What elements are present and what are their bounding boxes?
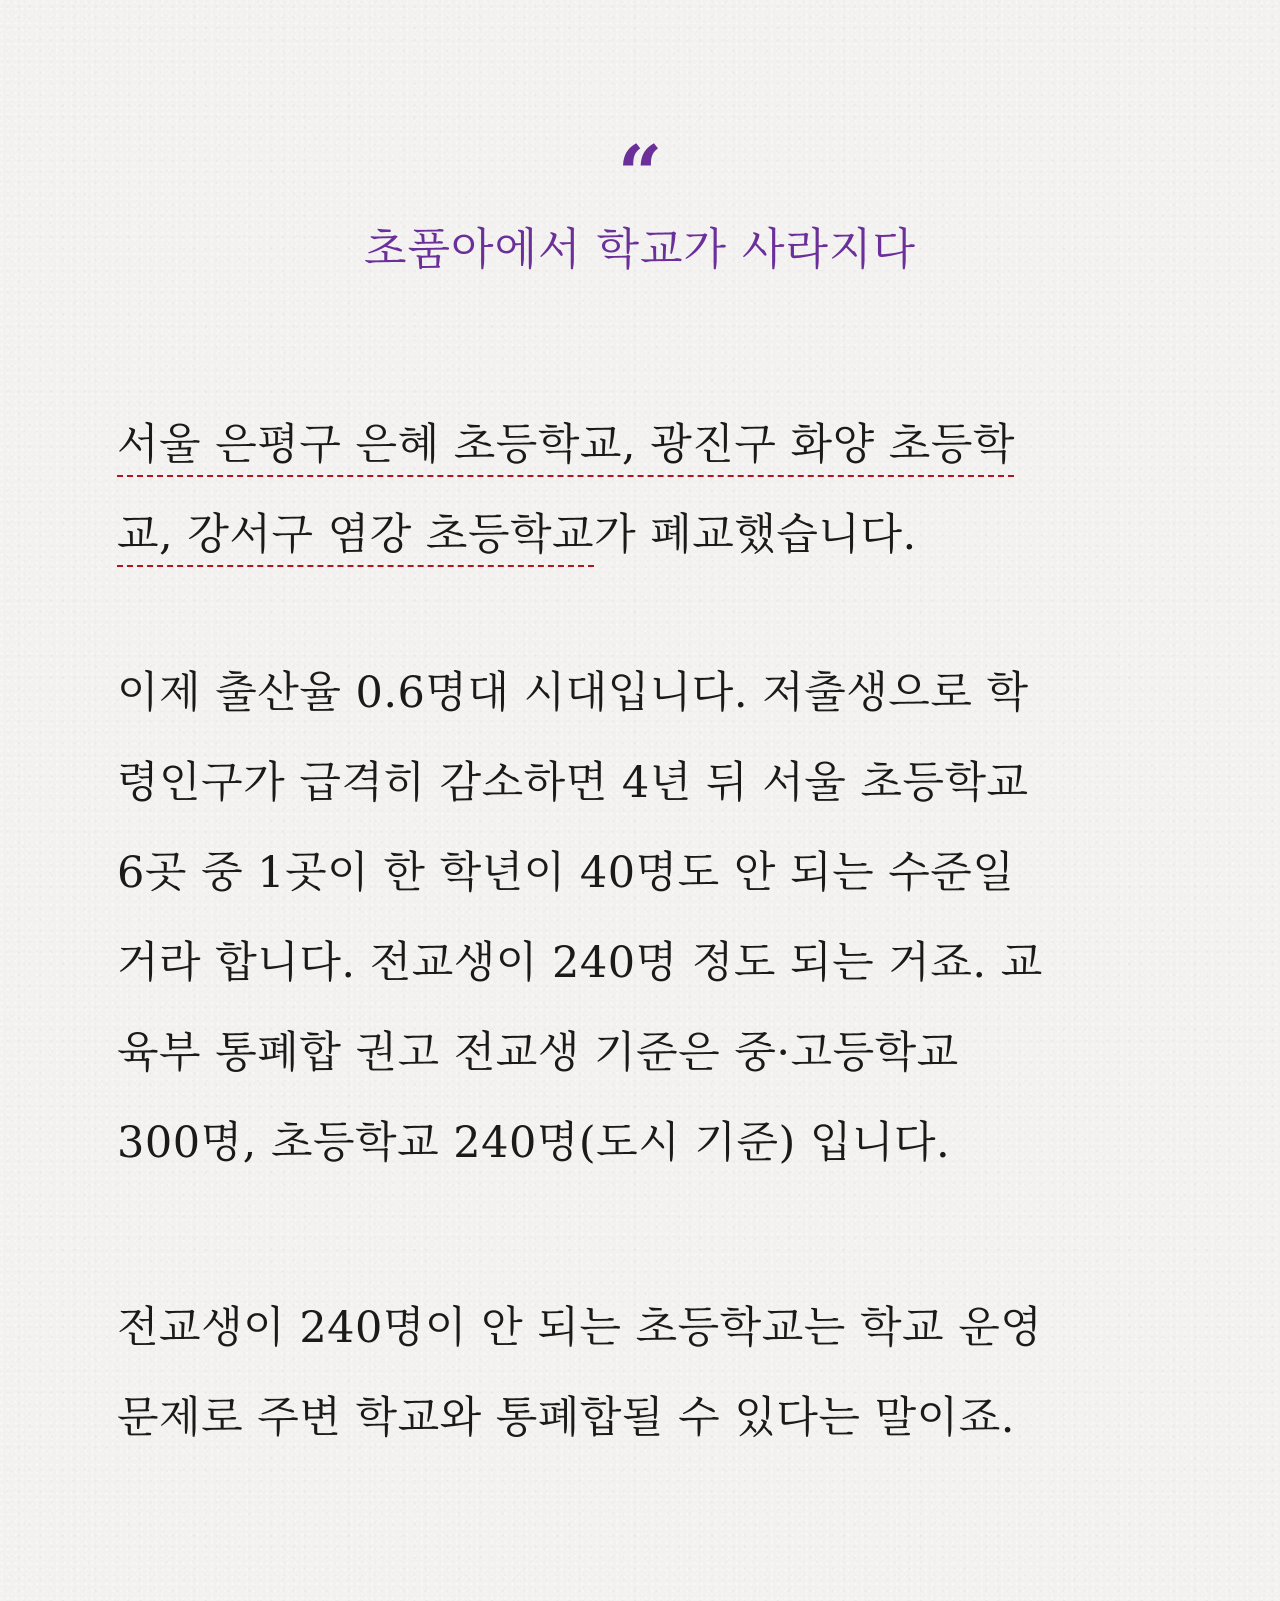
paragraph-line (117, 400, 1177, 490)
paragraph-line (117, 490, 1177, 580)
underlined-text: 교, 강서구 염강 초등학교 (117, 510, 595, 560)
paragraph-line: 6곳 중 1곳이 한 학년이 40명도 안 되는 수준일 (117, 848, 1015, 898)
paragraph-closed-schools (117, 400, 1177, 580)
paragraph-line: 문제로 주변 학교와 통폐합될 수 있다는 말이죠. (117, 1393, 1015, 1443)
page-title: 초품아에서 학교가 사라지다 (363, 224, 917, 275)
paragraph-line: 이제 출산율 0.6명대 시대입니다. 저출생으로 학 (117, 668, 1029, 718)
paragraph-line: 육부 통폐합 권고 전교생 기준은 중·고등학교 (117, 1028, 959, 1078)
paragraph-text: 가 폐교했습니다. (594, 510, 917, 560)
quote-icon: “ (617, 129, 663, 220)
underlined-text: 서울 은평구 은혜 초등학교, 광진구 화양 초등학 (117, 420, 1015, 470)
paragraph-merger (117, 1283, 1177, 1463)
paragraph-line: 전교생이 240명이 안 되는 초등학교는 학교 운영 (117, 1303, 1043, 1353)
paragraph-birth-rate (117, 648, 1177, 1188)
paragraph-line: 거라 합니다. 전교생이 240명 정도 되는 거죠. 교 (117, 938, 1043, 988)
paragraph-line: 300명, 초등학교 240명(도시 기준) 입니다. (117, 1118, 951, 1168)
paragraph-line: 령인구가 급격히 감소하면 4년 뒤 서울 초등학교 (117, 758, 1029, 808)
